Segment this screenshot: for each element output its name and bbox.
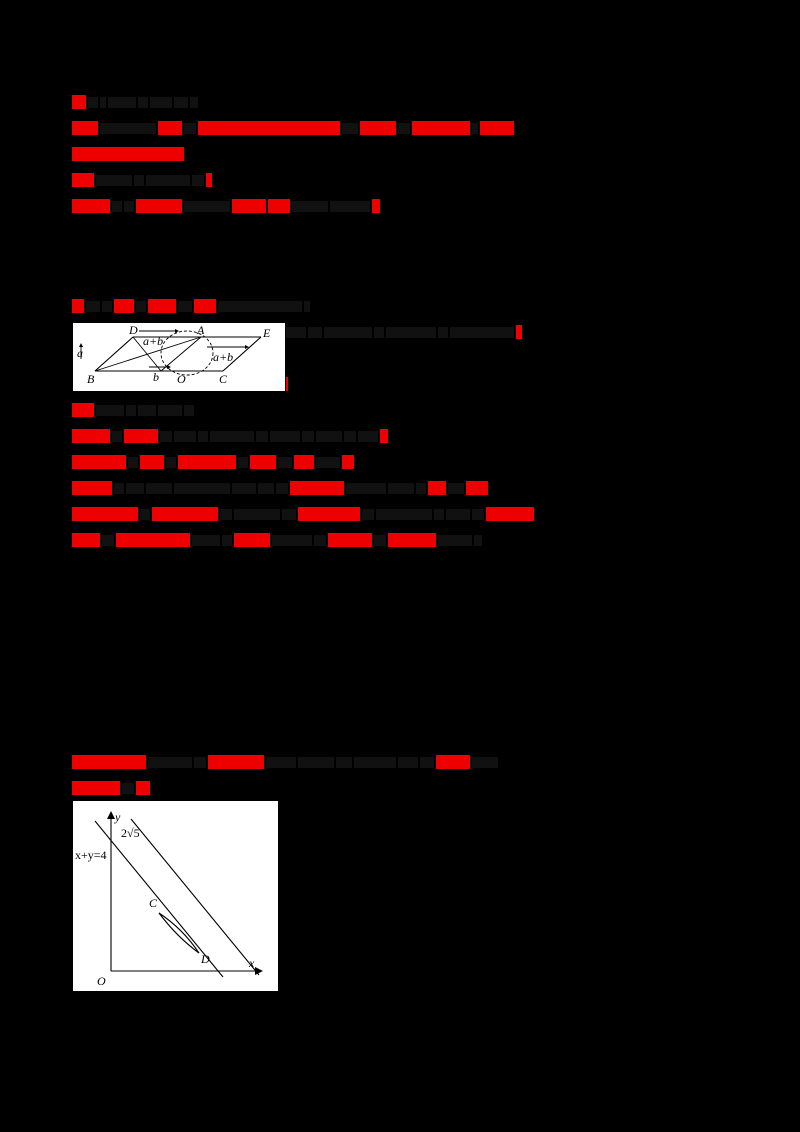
svg-text:D: D bbox=[129, 323, 138, 337]
text-span bbox=[304, 301, 310, 312]
text-line bbox=[72, 294, 732, 316]
text-span bbox=[158, 121, 182, 135]
text-span bbox=[122, 783, 134, 794]
text-span bbox=[146, 483, 172, 494]
text-span bbox=[148, 757, 192, 768]
text-span bbox=[128, 457, 138, 468]
text-span bbox=[376, 509, 432, 520]
text-span bbox=[474, 535, 482, 546]
text-span bbox=[308, 327, 322, 338]
text-span bbox=[108, 97, 136, 108]
text-span bbox=[250, 455, 276, 469]
text-span bbox=[342, 455, 354, 469]
text-span bbox=[282, 509, 296, 520]
text-line bbox=[72, 450, 732, 472]
text-span bbox=[292, 201, 328, 212]
text-span bbox=[174, 97, 188, 108]
vector-diagram-svg bbox=[73, 323, 283, 389]
text-span bbox=[124, 429, 158, 443]
text-span bbox=[178, 301, 192, 312]
svg-text:x: x bbox=[249, 956, 255, 970]
text-line bbox=[72, 776, 732, 798]
text-span bbox=[72, 147, 184, 161]
text-span bbox=[232, 483, 256, 494]
text-span bbox=[96, 405, 124, 416]
text-span bbox=[360, 121, 396, 135]
text-span bbox=[234, 509, 280, 520]
text-span bbox=[72, 95, 86, 109]
svg-text:y: y bbox=[115, 810, 121, 824]
text-span bbox=[420, 757, 434, 768]
text-span bbox=[152, 507, 218, 521]
svg-text:D: D bbox=[201, 952, 210, 966]
text-span bbox=[316, 457, 340, 468]
text-span bbox=[278, 457, 292, 468]
text-span bbox=[190, 97, 198, 108]
text-span bbox=[102, 535, 114, 546]
text-line bbox=[72, 90, 732, 112]
text-line bbox=[72, 116, 732, 138]
text-span bbox=[428, 481, 446, 495]
svg-text:2√5: 2√5 bbox=[121, 826, 140, 840]
text-span bbox=[436, 755, 470, 769]
text-line bbox=[72, 424, 732, 446]
text-line bbox=[72, 750, 732, 772]
figure-vector-parallelogram bbox=[72, 322, 286, 392]
text-span bbox=[336, 757, 352, 768]
text-span bbox=[138, 405, 156, 416]
svg-text:B: B bbox=[87, 372, 95, 386]
svg-text:b: b bbox=[153, 370, 159, 384]
text-span bbox=[398, 757, 418, 768]
text-lines-host bbox=[72, 90, 732, 798]
text-span bbox=[354, 757, 396, 768]
text-span bbox=[112, 431, 122, 442]
text-span bbox=[472, 123, 478, 134]
text-line bbox=[72, 168, 732, 190]
text-span bbox=[174, 483, 230, 494]
text-span bbox=[316, 431, 342, 442]
svg-text:E: E bbox=[263, 326, 271, 340]
text-line bbox=[72, 502, 732, 524]
text-span bbox=[388, 483, 414, 494]
text-span bbox=[150, 97, 172, 108]
text-span bbox=[234, 533, 270, 547]
text-span bbox=[232, 199, 266, 213]
text-span bbox=[114, 299, 134, 313]
fig2-gap bbox=[72, 554, 732, 750]
text-span bbox=[124, 201, 134, 212]
text-line bbox=[72, 398, 732, 420]
svg-text:a+b: a+b bbox=[143, 334, 164, 348]
text-span bbox=[88, 97, 98, 108]
text-span bbox=[72, 781, 120, 795]
text-span bbox=[148, 299, 176, 313]
text-span bbox=[298, 757, 334, 768]
text-span bbox=[96, 175, 132, 186]
text-span bbox=[344, 431, 356, 442]
text-span bbox=[100, 123, 156, 134]
text-span bbox=[126, 483, 144, 494]
figure-linear-region-plot bbox=[72, 800, 279, 992]
text-span bbox=[134, 175, 144, 186]
text-span bbox=[380, 429, 388, 443]
text-span bbox=[146, 175, 190, 186]
text-span bbox=[290, 481, 344, 495]
text-span bbox=[222, 535, 232, 546]
text-span bbox=[416, 483, 426, 494]
text-span bbox=[412, 121, 470, 135]
text-span bbox=[450, 327, 514, 338]
text-span bbox=[112, 201, 122, 212]
text-span bbox=[184, 405, 194, 416]
text-span bbox=[198, 431, 208, 442]
text-span bbox=[166, 457, 176, 468]
text-span bbox=[346, 483, 386, 494]
text-span bbox=[324, 327, 372, 338]
text-span bbox=[218, 301, 302, 312]
text-span bbox=[114, 483, 124, 494]
text-span bbox=[258, 483, 274, 494]
svg-text:C: C bbox=[219, 372, 228, 386]
text-span bbox=[116, 533, 190, 547]
text-span bbox=[266, 757, 296, 768]
text-span bbox=[516, 325, 522, 339]
text-span bbox=[72, 199, 110, 213]
text-span bbox=[192, 535, 220, 546]
text-span bbox=[210, 431, 254, 442]
text-span bbox=[388, 533, 436, 547]
text-span bbox=[362, 509, 374, 520]
text-line bbox=[72, 194, 732, 216]
text-span bbox=[206, 173, 212, 187]
text-span bbox=[314, 535, 326, 546]
text-span bbox=[86, 301, 100, 312]
text-span bbox=[160, 431, 172, 442]
text-span bbox=[136, 301, 146, 312]
text-span bbox=[486, 507, 534, 521]
text-span bbox=[178, 455, 236, 469]
text-span bbox=[184, 201, 230, 212]
text-span bbox=[72, 299, 84, 313]
text-span bbox=[72, 429, 110, 443]
text-span bbox=[398, 123, 410, 134]
text-span bbox=[72, 403, 94, 417]
fig1-gap bbox=[72, 220, 732, 294]
text-span bbox=[438, 535, 472, 546]
text-span bbox=[480, 121, 514, 135]
text-span bbox=[72, 755, 146, 769]
text-span bbox=[140, 509, 150, 520]
text-span bbox=[72, 481, 112, 495]
text-span bbox=[276, 483, 288, 494]
text-line bbox=[72, 476, 732, 498]
text-span bbox=[446, 509, 470, 520]
text-span bbox=[466, 481, 488, 495]
text-span bbox=[330, 201, 370, 212]
text-span bbox=[238, 457, 248, 468]
text-span bbox=[298, 507, 360, 521]
text-span bbox=[136, 781, 150, 795]
text-span bbox=[358, 431, 378, 442]
text-span bbox=[102, 301, 112, 312]
text-span bbox=[272, 535, 312, 546]
text-span bbox=[208, 755, 264, 769]
text-span bbox=[328, 533, 372, 547]
text-span bbox=[386, 327, 436, 338]
text-span bbox=[372, 199, 380, 213]
svg-text:a+b: a+b bbox=[213, 350, 234, 364]
text-span bbox=[268, 199, 290, 213]
text-span bbox=[302, 431, 314, 442]
text-span bbox=[158, 405, 182, 416]
svg-text:C: C bbox=[149, 896, 158, 910]
text-span bbox=[126, 405, 136, 416]
text-span bbox=[72, 507, 138, 521]
text-span bbox=[138, 97, 148, 108]
text-span bbox=[72, 173, 94, 187]
text-span bbox=[198, 121, 340, 135]
plot-diagram-svg bbox=[73, 801, 276, 989]
text-span bbox=[374, 327, 384, 338]
text-line bbox=[72, 528, 732, 550]
text-span bbox=[174, 431, 196, 442]
text-span bbox=[256, 431, 268, 442]
text-span bbox=[438, 327, 448, 338]
text-span bbox=[184, 123, 196, 134]
text-span bbox=[194, 757, 206, 768]
svg-text:a: a bbox=[77, 346, 83, 360]
text-span bbox=[72, 121, 98, 135]
text-span bbox=[448, 483, 464, 494]
svg-text:x+y=4: x+y=4 bbox=[75, 848, 107, 862]
text-span bbox=[294, 455, 314, 469]
text-line bbox=[72, 142, 732, 164]
text-span bbox=[72, 533, 100, 547]
text-span bbox=[192, 175, 204, 186]
text-span bbox=[136, 199, 182, 213]
text-span bbox=[434, 509, 444, 520]
text-span bbox=[140, 455, 164, 469]
text-span bbox=[270, 431, 300, 442]
text-span bbox=[220, 509, 232, 520]
text-span bbox=[194, 299, 216, 313]
svg-text:O: O bbox=[177, 372, 186, 386]
svg-text:A: A bbox=[197, 323, 205, 337]
svg-text:O: O bbox=[97, 974, 106, 988]
document-text-body bbox=[72, 90, 732, 988]
text-span bbox=[100, 97, 106, 108]
text-span bbox=[342, 123, 358, 134]
text-span bbox=[72, 455, 126, 469]
text-span bbox=[472, 509, 484, 520]
text-span bbox=[472, 757, 498, 768]
text-span bbox=[374, 535, 386, 546]
